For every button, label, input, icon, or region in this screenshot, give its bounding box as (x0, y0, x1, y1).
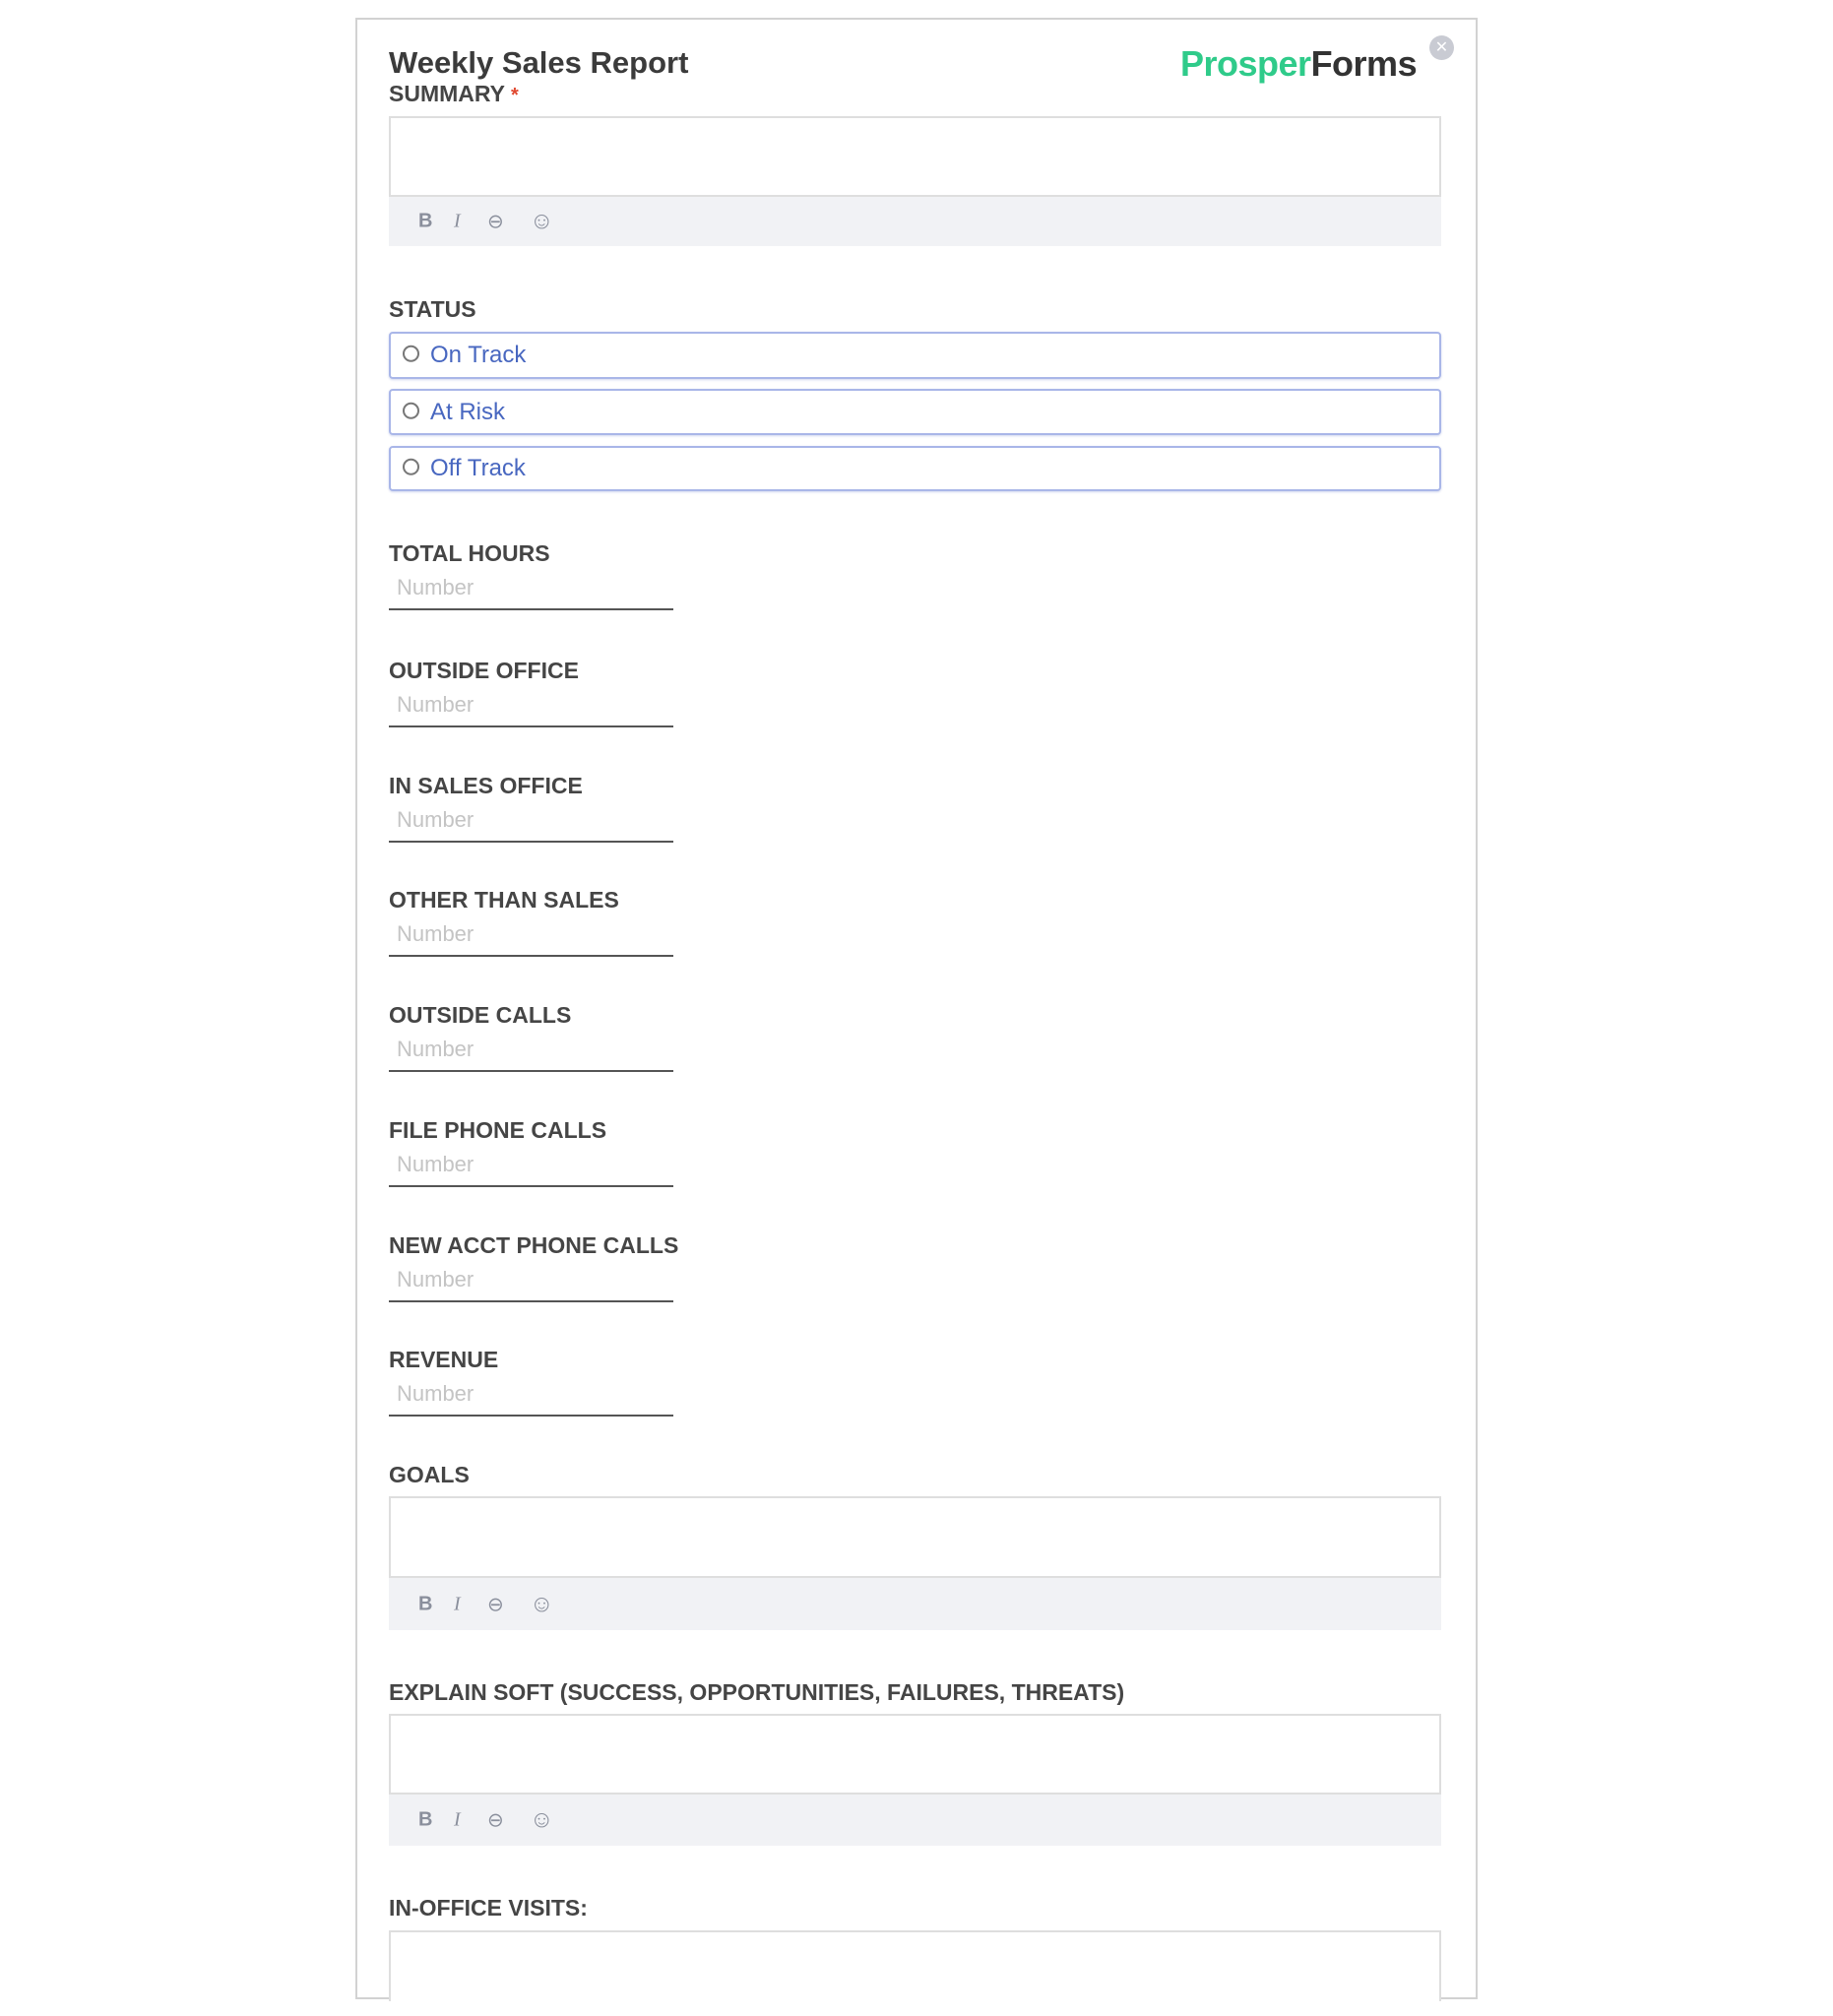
outside-office-input[interactable] (389, 686, 673, 727)
prosperforms-logo (1180, 43, 1417, 85)
placeholder: Number (397, 575, 474, 599)
italic-icon[interactable]: I (454, 210, 461, 232)
link-icon[interactable]: ⊖ (487, 1594, 504, 1615)
goals-label: GOALS (389, 1462, 470, 1487)
placeholder: Number (397, 692, 474, 717)
emoji-icon[interactable]: ☺ (530, 1590, 554, 1617)
logo-prosper: Prosper (1180, 43, 1311, 84)
revenue-input[interactable] (389, 1375, 673, 1417)
outside-calls-label: OUTSIDE CALLS (389, 1002, 572, 1028)
option-label: On Track (430, 342, 527, 368)
close-icon[interactable]: ✕ (1429, 35, 1454, 60)
placeholder: Number (397, 807, 474, 832)
status-option-at-risk[interactable] (389, 389, 1441, 435)
emoji-icon[interactable]: ☺ (530, 208, 554, 234)
bold-icon[interactable]: B (418, 1808, 433, 1831)
link-icon[interactable]: ⊖ (487, 211, 504, 233)
summary-label (389, 80, 519, 109)
goals-toolbar (389, 1578, 1441, 1630)
file-phone-calls-label: FILE PHONE CALLS (389, 1117, 607, 1143)
emoji-icon[interactable]: ☺ (530, 1806, 554, 1833)
in-office-visits-editor[interactable] (389, 1930, 1441, 2001)
total-hours-label: TOTAL HOURS (389, 540, 550, 566)
other-than-sales-label: OTHER THAN SALES (389, 887, 619, 913)
radio-icon (403, 402, 419, 418)
bold-icon[interactable]: B (418, 1593, 433, 1614)
total-hours-input[interactable] (389, 569, 673, 610)
in-sales-office-input[interactable] (389, 801, 673, 843)
explain-editor[interactable] (389, 1714, 1441, 1795)
placeholder: Number (397, 921, 474, 946)
other-than-sales-input[interactable] (389, 915, 673, 957)
italic-icon[interactable]: I (454, 1808, 461, 1831)
option-label: At Risk (430, 398, 506, 425)
summary-toolbar (389, 197, 1441, 246)
in-office-visits-label: IN-OFFICE VISITS: (389, 1895, 588, 1921)
required-asterisk: * (510, 85, 519, 106)
radio-icon (403, 459, 419, 475)
status-option-on-track[interactable] (389, 332, 1441, 379)
placeholder: Number (397, 1381, 474, 1406)
bold-icon[interactable]: B (418, 210, 433, 232)
placeholder: Number (397, 1267, 474, 1292)
option-label: Off Track (430, 455, 526, 481)
revenue-label: REVENUE (389, 1347, 499, 1372)
goals-editor[interactable] (389, 1496, 1441, 1578)
file-phone-calls-input[interactable] (389, 1146, 673, 1187)
explain-label: EXPLAIN SOFT (SUCCESS, OPPORTUNITIES, FAILURES, THREATS) (389, 1679, 1125, 1705)
logo-forms: Forms (1310, 43, 1418, 84)
placeholder: Number (397, 1037, 474, 1061)
new-acct-phone-calls-input[interactable] (389, 1261, 673, 1302)
in-sales-office-label: IN SALES OFFICE (389, 773, 583, 798)
summary-label-text: SUMMARY (389, 81, 505, 106)
new-acct-phone-calls-label: NEW ACCT PHONE CALLS (389, 1232, 679, 1258)
outside-office-label: OUTSIDE OFFICE (389, 658, 579, 683)
placeholder: Number (397, 1152, 474, 1176)
link-icon[interactable]: ⊖ (487, 1809, 504, 1832)
status-option-off-track[interactable] (389, 446, 1441, 491)
summary-editor[interactable] (389, 116, 1441, 197)
explain-toolbar (389, 1795, 1441, 1846)
italic-icon[interactable]: I (454, 1593, 461, 1614)
form-title: Weekly Sales Report (389, 45, 689, 80)
outside-calls-input[interactable] (389, 1031, 673, 1072)
radio-icon (403, 346, 419, 362)
status-label: STATUS (389, 296, 476, 322)
